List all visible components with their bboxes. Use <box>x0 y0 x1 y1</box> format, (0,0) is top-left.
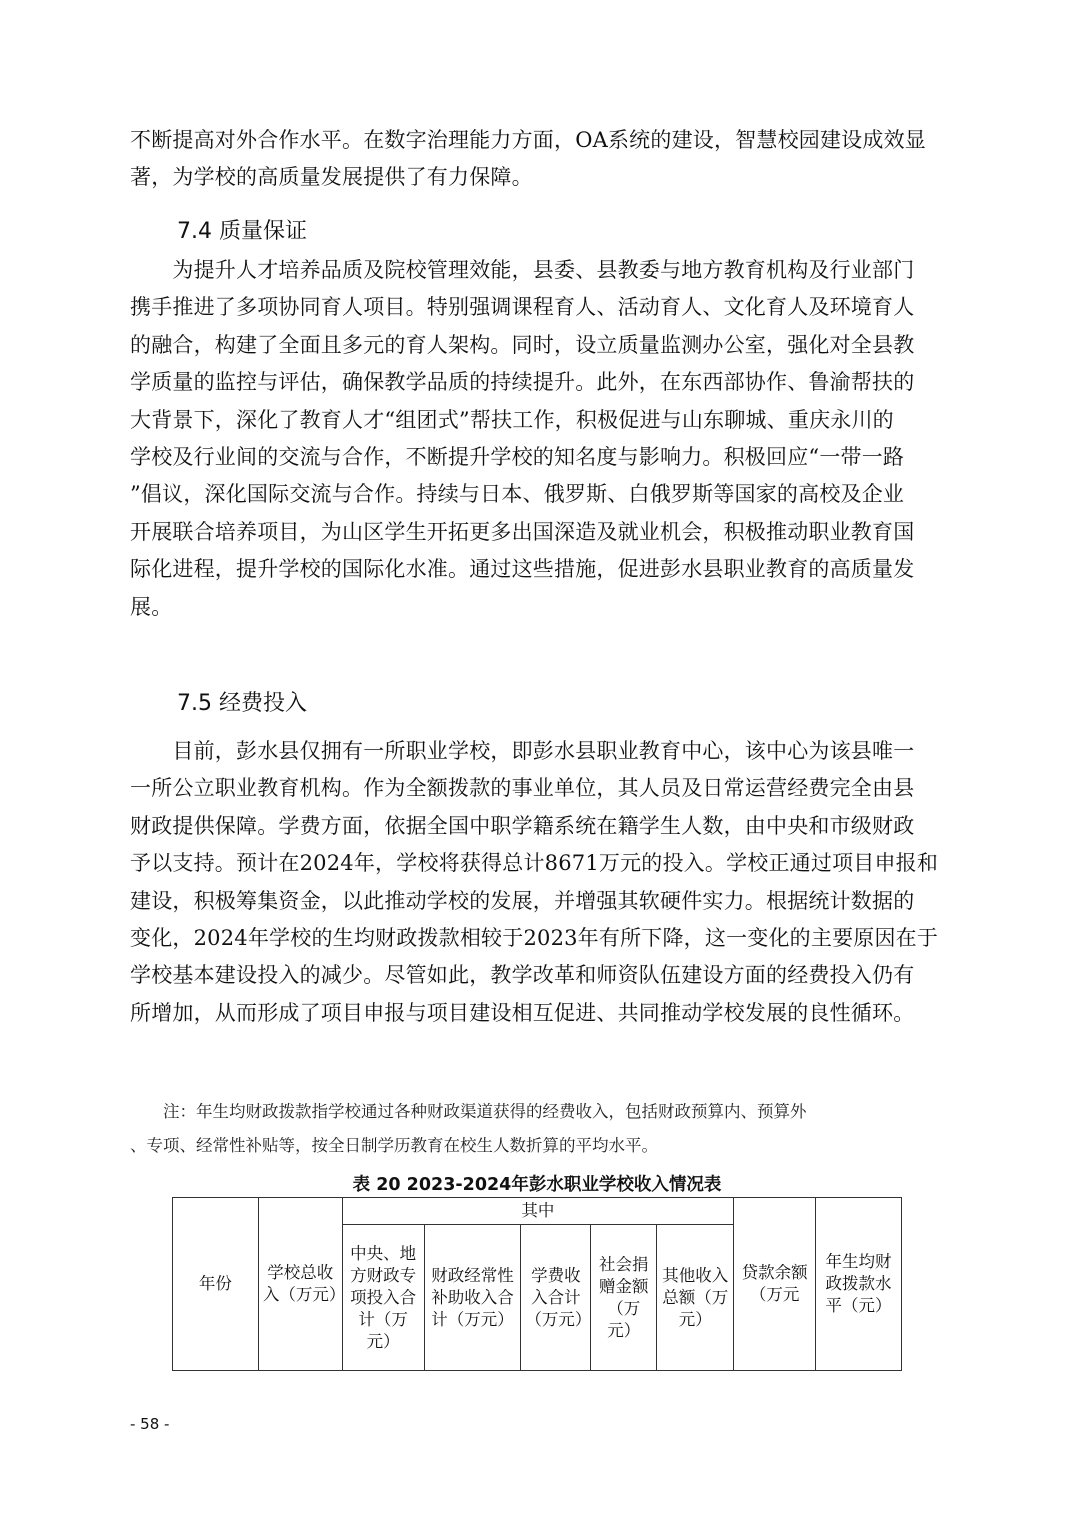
section-heading-7-4 <box>177 214 307 245</box>
text-line: ”倡议，深化国际交流与合作。持续与日本、俄罗斯、白俄罗斯等国家的高校及企业 <box>130 482 905 507</box>
header-loan-balance: 贷款余额（万元 <box>734 1198 816 1371</box>
text-line: 学校基本建设投入的减少。尽管如此，教学改革和师资队伍建设方面的经费投入仍有 <box>130 963 915 988</box>
page-number: - 58 - <box>130 1415 170 1433</box>
text-line: 不断提高对外合作水平。在数字治理能力方面，OA系统的建设，智慧校园建设成效显 <box>130 128 926 152</box>
text-line: 的融合，构建了全面且多元的育人架构。同时，设立质量监测办公室，强化对全县教 <box>130 332 915 357</box>
header-per-student-funding: 年生均财政拨款水平（元） <box>816 1198 902 1371</box>
note-line: 注：年生均财政拨款指学校通过各种财政渠道获得的经费收入，包括财政预算内、预算外 <box>130 1102 807 1121</box>
header-year: 年份 <box>173 1198 259 1371</box>
text-line: 一所公立职业教育机构。作为全额拨款的事业单位，其人员及日常运营经费完全由县 <box>130 776 915 801</box>
text-line: 目前，彭水县仅拥有一所职业学校，即彭水县职业教育中心，该中心为该县唯一 <box>130 739 915 763</box>
text-line: 展。 <box>130 594 173 619</box>
text-line: 大背景下，深化了教育人才“组团式”帮扶工作，积极促进与山东聊城、重庆永川的 <box>130 407 894 432</box>
section-title: 经费投入 <box>219 691 308 716</box>
text-line: 为提升人才培养品质及院校管理效能，县委、县教委与地方教育机构及行业部门 <box>130 258 915 282</box>
header-group-of-which: 其中 <box>342 1198 733 1225</box>
header-donations: 社会捐赠金额（万元） <box>591 1225 657 1371</box>
text-line: 著，为学校的高质量发展提供了有力保障。 <box>130 165 533 190</box>
text-line: 变化，2024年学校的生均财政拨款相较于2023年有所下降，这一变化的主要原因在于 <box>130 925 939 950</box>
income-table <box>172 1197 902 1371</box>
section-number: 7.5 <box>177 691 212 716</box>
note-line: 、专项、经常性补贴等，按全日制学历教育在校生人数折算的平均水平。 <box>130 1136 658 1155</box>
header-total-income: 学校总收入（万元） <box>258 1198 342 1371</box>
text-line: 财政提供保障。学费方面，依据全国中职学籍系统在籍学生人数，由中央和市级财政 <box>130 813 915 838</box>
text-line: 开展联合培养项目，为山区学生开拓更多出国深造及就业机会，积极推动职业教育国 <box>130 519 915 544</box>
text-line: 所增加，从而形成了项目申报与项目建设相互促进、共同推动学校发展的良性循环。 <box>130 1000 915 1025</box>
text-line: 予以支持。预计在2024年，学校将获得总计8671万元的投入。学校正通过项目申报和 <box>130 851 939 876</box>
header-tuition-income: 学费收入合计（万元） <box>521 1225 591 1371</box>
section-number: 7.4 <box>177 219 212 244</box>
header-regular-subsidy: 财政经常性补助收入合计（万元） <box>424 1225 521 1371</box>
intro-paragraph <box>130 122 945 197</box>
section-title: 质量保证 <box>219 219 308 244</box>
table-caption: 表 20 2023-2024年彭水职业学校收入情况表 <box>352 1175 722 1195</box>
section-7-4-paragraph <box>130 252 945 626</box>
section-heading-7-5 <box>177 686 307 717</box>
text-line: 际化进程，提升学校的国际化水准。通过这些措施，促进彭水县职业教育的高质量发 <box>130 557 915 582</box>
note-paragraph <box>130 1095 945 1163</box>
section-7-5-paragraph <box>130 733 945 1032</box>
text-line: 携手推进了多项协同育人项目。特别强调课程育人、活动育人、文化育人及环境育人 <box>130 295 915 320</box>
text-line: 学校及行业间的交流与合作，不断提升学校的知名度与影响力。积极回应“一带一路 <box>130 444 905 469</box>
header-special-funding: 中央、地方财政专项投入合计（万元） <box>342 1225 424 1371</box>
header-other-income: 其他收入总额（万元） <box>657 1225 734 1371</box>
text-line: 建设，积极筹集资金，以此推动学校的发展，并增强其软硬件实力。根据统计数据的 <box>130 888 915 913</box>
text-line: 学质量的监控与评估，确保教学品质的持续提升。此外，在东西部协作、鲁渝帮扶的 <box>130 370 915 395</box>
